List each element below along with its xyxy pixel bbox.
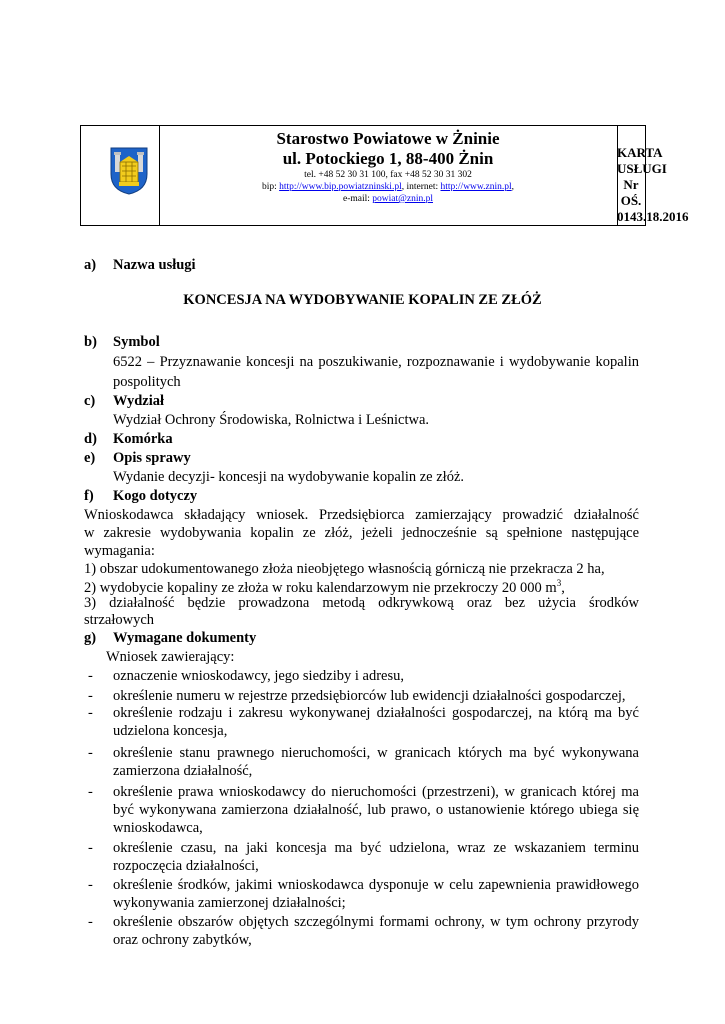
doc-item-8b: oraz ochrony zabytków, — [113, 932, 252, 948]
bullet-dash: - — [88, 877, 93, 893]
office-phones: tel. +48 52 30 31 100, fax +48 52 30 31 302 — [304, 170, 472, 180]
requirement-3a: 3) działalność będzie prowadzona metodą odkrywkową oraz bez użycia środków — [84, 595, 639, 611]
section-g-label: g) — [84, 630, 97, 646]
office-web-line: bip: http://www.bip.powiatzninski.pl, internet: http://www.znin.pl, — [261, 182, 515, 192]
logo-cell — [81, 126, 160, 225]
section-a-title: Nazwa usługi — [113, 257, 196, 273]
applies-line-3: wymagania: — [84, 543, 155, 559]
bullet-dash: - — [88, 668, 93, 684]
bullet-dash: - — [88, 688, 93, 704]
section-f-title: Kogo dotyczy — [113, 488, 198, 504]
card-number — [617, 145, 689, 225]
office-email-line — [159, 193, 617, 205]
section-d-label: d) — [84, 431, 97, 447]
doc-item-7b: wykonywania zamierzonej działalności; — [113, 895, 346, 911]
internet-label: , internet: — [401, 182, 441, 192]
case-description: Wydanie decyzji- koncesji na wydobywanie kopalin ze złóż. — [113, 469, 465, 485]
symbol-text-1: 6522 – Przyznawanie koncesji na poszukiwanie, rozpoznawanie i wydobywanie kopalin — [113, 354, 639, 370]
email-link[interactable]: powiat@znin.pl — [372, 194, 433, 204]
email-label: e-mail: — [342, 194, 373, 204]
header-table — [80, 125, 689, 226]
section-f-label: f) — [84, 488, 94, 504]
bullet-dash: - — [88, 745, 93, 761]
section-c-title: Wydział — [113, 393, 165, 409]
card-line-3: Nr OŚ. — [620, 177, 642, 208]
requirement-2-sup: 3 — [556, 578, 562, 588]
section-a-label: a) — [84, 257, 97, 273]
service-name: KONCESJA NA WYDOBYWANIE KOPALIN ZE ZŁÓŻ — [183, 292, 542, 308]
requirement-2-text: 2) wydobycie kopaliny ze złoża w roku kalendarzowym nie przekroczy 20 000 m — [84, 579, 557, 596]
doc-item-4b: zamierzona działalność, — [113, 763, 253, 779]
coat-of-arms-icon — [109, 146, 149, 196]
department-text: Wydział Ochrony Środowiska, Rolnictwa i Leśnictwa. — [113, 412, 430, 428]
card-number-cell — [617, 126, 689, 225]
bullet-dash: - — [88, 705, 93, 721]
office-address: ul. Potockiego 1, 88-400 Żnin — [282, 149, 494, 168]
section-c-label: c) — [84, 393, 96, 409]
doc-item-5b: być wykonywana zamierzona działalność, lub prawo, o ustanowienie którego ubiega się — [113, 802, 639, 818]
doc-item-5c: wnioskodawca, — [113, 820, 203, 836]
card-line-2: USŁUGI — [617, 161, 667, 176]
bip-label: bip: — [261, 182, 280, 192]
internet-link[interactable]: http://www.znin.pl — [440, 182, 512, 192]
card-line-1: KARTA — [617, 145, 663, 160]
section-e-title: Opis sprawy — [113, 450, 191, 466]
section-b-label: b) — [84, 334, 97, 350]
doc-item-8a: określenie obszarów objętych szczególnymi formami ochrony, w tym ochrony przyrody — [113, 914, 639, 930]
symbol-text-2: pospolitych — [113, 374, 181, 390]
doc-item-3b: udzielona koncesja, — [113, 723, 228, 739]
applies-line-2: w zakresie wydobywania kopalin ze złóż, jeżeli jednocześnie są spełnione następujące — [84, 525, 639, 541]
doc-item-6b: rozpoczęcia działalności, — [113, 858, 259, 874]
applies-line-1: Wnioskodawca składający wniosek. Przedsiębiorca zamierzający prowadzić działalność — [84, 507, 639, 523]
section-d-title: Komórka — [113, 431, 173, 447]
section-e-label: e) — [84, 450, 96, 466]
office-name: Starostwo Powiatowe w Żninie — [276, 129, 500, 148]
requirement-1: 1) obszar udokumentowanego złoża nieobjętego własnością górniczą nie przekracza 2 ha, — [84, 561, 605, 577]
section-b-title: Symbol — [113, 334, 160, 350]
bullet-dash: - — [88, 784, 93, 800]
office-info-cell — [159, 126, 618, 225]
doc-item-6a: określenie czasu, na jaki koncesja ma być udzielona, wraz ze wskazaniem terminu — [113, 840, 639, 856]
doc-item-4a: określenie stanu prawnego nieruchomości, w granicach których ma być wykonywana — [113, 745, 639, 761]
requirement-3b: strzałowych — [84, 612, 155, 628]
requirement-2-end: , — [561, 579, 565, 596]
bip-link[interactable]: http://www.bip.powiatzninski.pl — [279, 182, 402, 192]
card-line-4: 0143.18.2016 — [617, 209, 689, 224]
doc-item-7a: określenie środków, jakimi wnioskodawca dysponuje w celu zapewnienia prawidłowego — [113, 877, 639, 893]
doc-item-5a: określenie prawa wnioskodawcy do nieruchomości (przestrzeni), w granicach której ma — [113, 784, 639, 800]
requirement-2 — [84, 578, 565, 597]
bullet-dash: - — [88, 840, 93, 856]
doc-item-3a: określenie rodzaju i zakresu wykonywanej działalności gospodarczej, na którą ma być — [113, 705, 639, 721]
doc-item-2: określenie numeru w rejestrze przedsiębiorców lub ewidencji działalności gospodarczej, — [113, 688, 626, 704]
documents-intro: Wniosek zawierający: — [106, 649, 235, 665]
doc-item-1: oznaczenie wnioskodawcy, jego siedziby i adresu, — [113, 668, 404, 684]
bullet-dash: - — [88, 914, 93, 930]
section-g-title: Wymagane dokumenty — [113, 630, 257, 646]
